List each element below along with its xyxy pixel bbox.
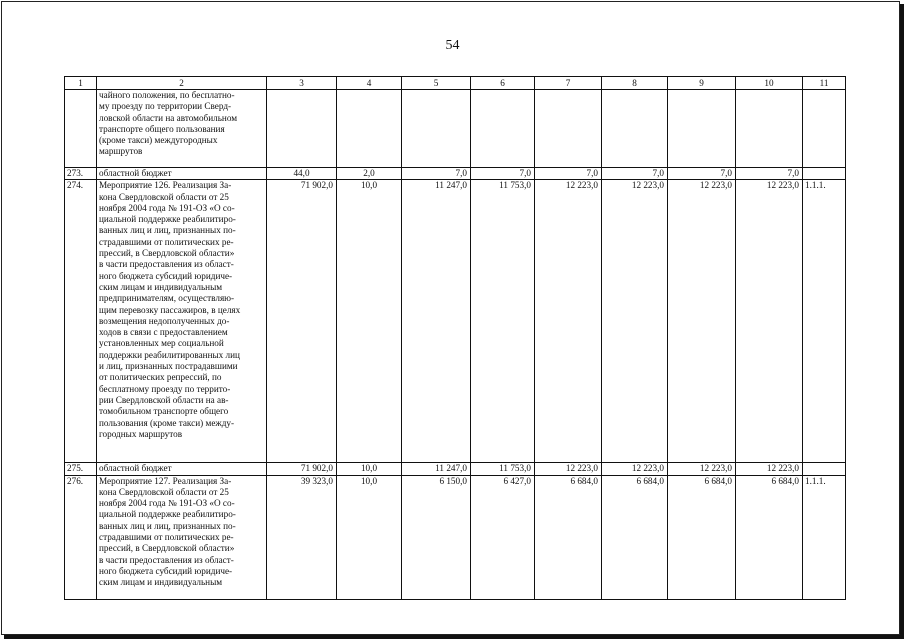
row-number: 274. xyxy=(65,180,97,463)
value-cell-3: 39 323,0 xyxy=(267,475,337,599)
page-shadow-bottom xyxy=(4,635,904,639)
value-cell-7: 12 223,0 xyxy=(535,180,602,463)
value-cell-9: 12 223,0 xyxy=(668,463,736,475)
table-row xyxy=(65,475,846,599)
row-number: 273. xyxy=(65,168,97,180)
value-cell-4: 10,0 xyxy=(337,463,402,475)
value-cell-4: 2,0 xyxy=(337,168,402,180)
value-cell-7: 7,0 xyxy=(535,168,602,180)
value-cell-5: 7,0 xyxy=(402,168,471,180)
value-cell-10 xyxy=(736,90,803,168)
header-cell: 5 xyxy=(402,77,471,90)
header-cell: 2 xyxy=(97,77,267,90)
header-cell: 8 xyxy=(602,77,668,90)
page-shadow-right xyxy=(900,4,904,638)
value-cell-3 xyxy=(267,90,337,168)
value-cell-6 xyxy=(471,90,535,168)
value-cell-3: 44,0 xyxy=(267,168,337,180)
value-cell-6: 6 427,0 xyxy=(471,475,535,599)
header-row xyxy=(65,77,846,90)
header-cell: 10 xyxy=(736,77,803,90)
value-cell-8: 12 223,0 xyxy=(602,180,668,463)
value-cell-7 xyxy=(535,90,602,168)
header-cell: 9 xyxy=(668,77,736,90)
value-cell-6: 7,0 xyxy=(471,168,535,180)
value-cell-10: 12 223,0 xyxy=(736,463,803,475)
value-cell-5 xyxy=(402,90,471,168)
row-description: Мероприятие 126. Реализация За- кона Свердловской области от 25 ноября 2004 года № 191-ОЗ «О со- циальной поддержке реабилитиро- ванных лиц и лиц, признанных по- страдавшими от политических ре- прессий, в Свердловской области» в части предоставления из област- ного бюджета субсидий юридиче- ским лицам и индивидуальным предпринимателям, осуществляю- щим перевозку пассажиров, в целях возмещения недополученных до- ходов в связи с предоставлением установленных мер социальной поддержки реабилитированных лиц и лиц, признанных пострадавшими от политических репрессий, по бесплатному проезду по террито- рии Свердловской области на ав- томобильном транспорте общего пользования (кроме такси) между- городных маршрутов xyxy=(97,180,267,463)
value-cell-7: 6 684,0 xyxy=(535,475,602,599)
value-cell-8: 6 684,0 xyxy=(602,475,668,599)
row-number: 276. xyxy=(65,475,97,599)
value-cell-10: 12 223,0 xyxy=(736,180,803,463)
value-cell-4: 10,0 xyxy=(337,180,402,463)
header-cell: 7 xyxy=(535,77,602,90)
value-cell-5: 11 247,0 xyxy=(402,180,471,463)
value-cell-10: 6 684,0 xyxy=(736,475,803,599)
table-row xyxy=(65,90,846,168)
header-cell: 1 xyxy=(65,77,97,90)
value-cell-3: 71 902,0 xyxy=(267,180,337,463)
header-cell: 11 xyxy=(803,77,846,90)
value-cell-8 xyxy=(602,90,668,168)
value-cell-9 xyxy=(668,90,736,168)
table-row xyxy=(65,463,846,475)
value-cell-9: 6 684,0 xyxy=(668,475,736,599)
value-cell-4: 10,0 xyxy=(337,475,402,599)
value-cell-4 xyxy=(337,90,402,168)
value-cell-3: 71 902,0 xyxy=(267,463,337,475)
value-cell-5: 11 247,0 xyxy=(402,463,471,475)
reference-cell: 1.1.1. xyxy=(803,475,846,599)
value-cell-7: 12 223,0 xyxy=(535,463,602,475)
value-cell-6: 11 753,0 xyxy=(471,463,535,475)
reference-cell xyxy=(803,168,846,180)
row-description: чайного положения, по бесплатно- му проезду по территории Сверд- ловской области на автомобильном транспорте общего пользования (кроме такси) междугородных маршрутов xyxy=(97,90,267,168)
row-description: Мероприятие 127. Реализация За- кона Свердловской области от 25 ноября 2004 года № 191-ОЗ «О со- циальной поддержке реабилитиро- ванных лиц и лиц, признанных по- страдавшими от политических ре- прессий, в Свердловской области» в части предоставления из област- ного бюджета субсидий юридиче- ским лицам и индивидуальным xyxy=(97,475,267,599)
budget-table xyxy=(64,76,846,600)
row-number xyxy=(65,90,97,168)
row-number: 275. xyxy=(65,463,97,475)
value-cell-9: 12 223,0 xyxy=(668,180,736,463)
reference-cell xyxy=(803,463,846,475)
reference-cell xyxy=(803,90,846,168)
value-cell-10: 7,0 xyxy=(736,168,803,180)
value-cell-8: 12 223,0 xyxy=(602,463,668,475)
table-row xyxy=(65,180,846,463)
page-number: 54 xyxy=(445,38,460,53)
reference-cell: 1.1.1. xyxy=(803,180,846,463)
value-cell-9: 7,0 xyxy=(668,168,736,180)
row-description: областной бюджет xyxy=(97,463,267,475)
header-cell: 3 xyxy=(267,77,337,90)
header-cell: 4 xyxy=(337,77,402,90)
table-row xyxy=(65,168,846,180)
row-description: областной бюджет xyxy=(97,168,267,180)
value-cell-8: 7,0 xyxy=(602,168,668,180)
value-cell-5: 6 150,0 xyxy=(402,475,471,599)
header-cell: 6 xyxy=(471,77,535,90)
value-cell-6: 11 753,0 xyxy=(471,180,535,463)
